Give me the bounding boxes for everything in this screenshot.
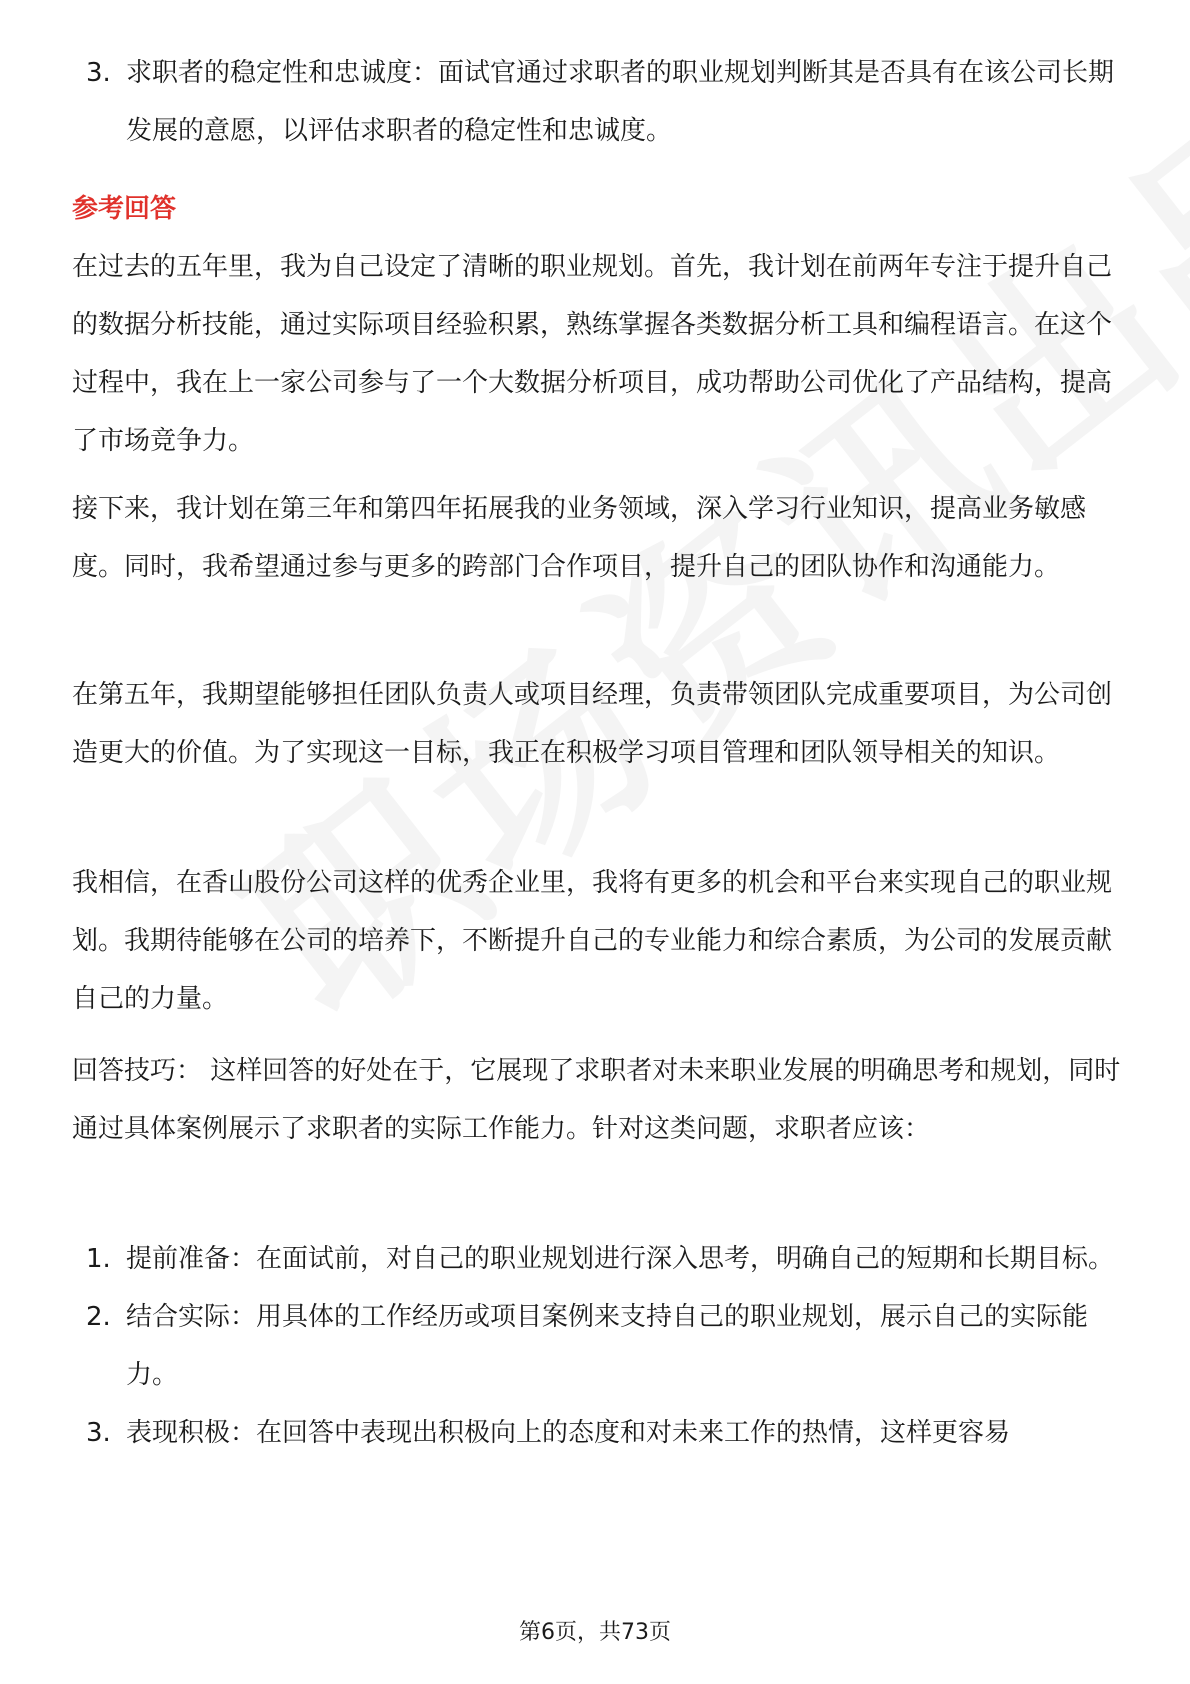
criteria-list xyxy=(72,44,1132,160)
list-item xyxy=(72,1230,1132,1288)
list-number: 3. xyxy=(86,58,111,88)
list-number: 3. xyxy=(86,1418,111,1448)
list-text: 提前准备：在面试前，对自己的职业规划进行深入思考，明确自己的短期和长期目标。 xyxy=(126,1244,1115,1274)
list-text: 求职者的稳定性和忠诚度：面试官通过求职者的职业规划判断其是否具有在该公司长期发展的意愿，以评估求职者的稳定性和忠诚度。 xyxy=(126,58,1115,146)
list-text: 结合实际：用具体的工作经历或项目案例来支持自己的职业规划，展示自己的实际能力。 xyxy=(126,1302,1089,1390)
tips-list xyxy=(72,1230,1132,1462)
answer-paragraph-1: 在过去的五年里，我为自己设定了清晰的职业规划。首先，我计划在前两年专注于提升自己的数据分析技能，通过实际项目经验积累，熟练掌握各类数据分析工具和编程语言。在这个过程中，我在上一家公司参与了一个大数据分析项目，成功帮助公司优化了产品结构，提高了市场竞争力。 xyxy=(72,252,1113,456)
list-item xyxy=(72,1288,1132,1404)
list-item xyxy=(72,1404,1132,1462)
answer-paragraph-4: 我相信，在香山股份公司这样的优秀企业里，我将有更多的机会和平台来实现自己的职业规划。我期待能够在公司的培养下，不断提升自己的专业能力和综合素质，为公司的发展贡献自己的力量。 xyxy=(72,868,1113,1014)
list-item xyxy=(72,44,1132,160)
answer-paragraph-2: 接下来，我计划在第三年和第四年拓展我的业务领域，深入学习行业知识，提高业务敏感度。同时，我希望通过参与更多的跨部门合作项目，提升自己的团队协作和沟通能力。 xyxy=(72,494,1087,582)
list-text: 表现积极：在回答中表现出积极向上的态度和对未来工作的热情，这样更容易 xyxy=(126,1418,1011,1448)
list-number: 2. xyxy=(86,1302,111,1332)
section-heading: 参考回答 xyxy=(72,194,177,224)
list-number: 1. xyxy=(86,1244,111,1274)
answer-paragraph-3: 在第五年，我期望能够担任团队负责人或项目经理，负责带领团队完成重要项目，为公司创造更大的价值。为了实现这一目标，我正在积极学习项目管理和团队领导相关的知识。 xyxy=(72,680,1113,768)
page-footer: 第6页，共73页 xyxy=(519,1620,671,1645)
answer-tips-paragraph: 回答技巧： 这样回答的好处在于，它展现了求职者对未来职业发展的明确思考和规划，同时通过具体案例展示了求职者的实际工作能力。针对这类问题，求职者应该： xyxy=(72,1056,1121,1144)
